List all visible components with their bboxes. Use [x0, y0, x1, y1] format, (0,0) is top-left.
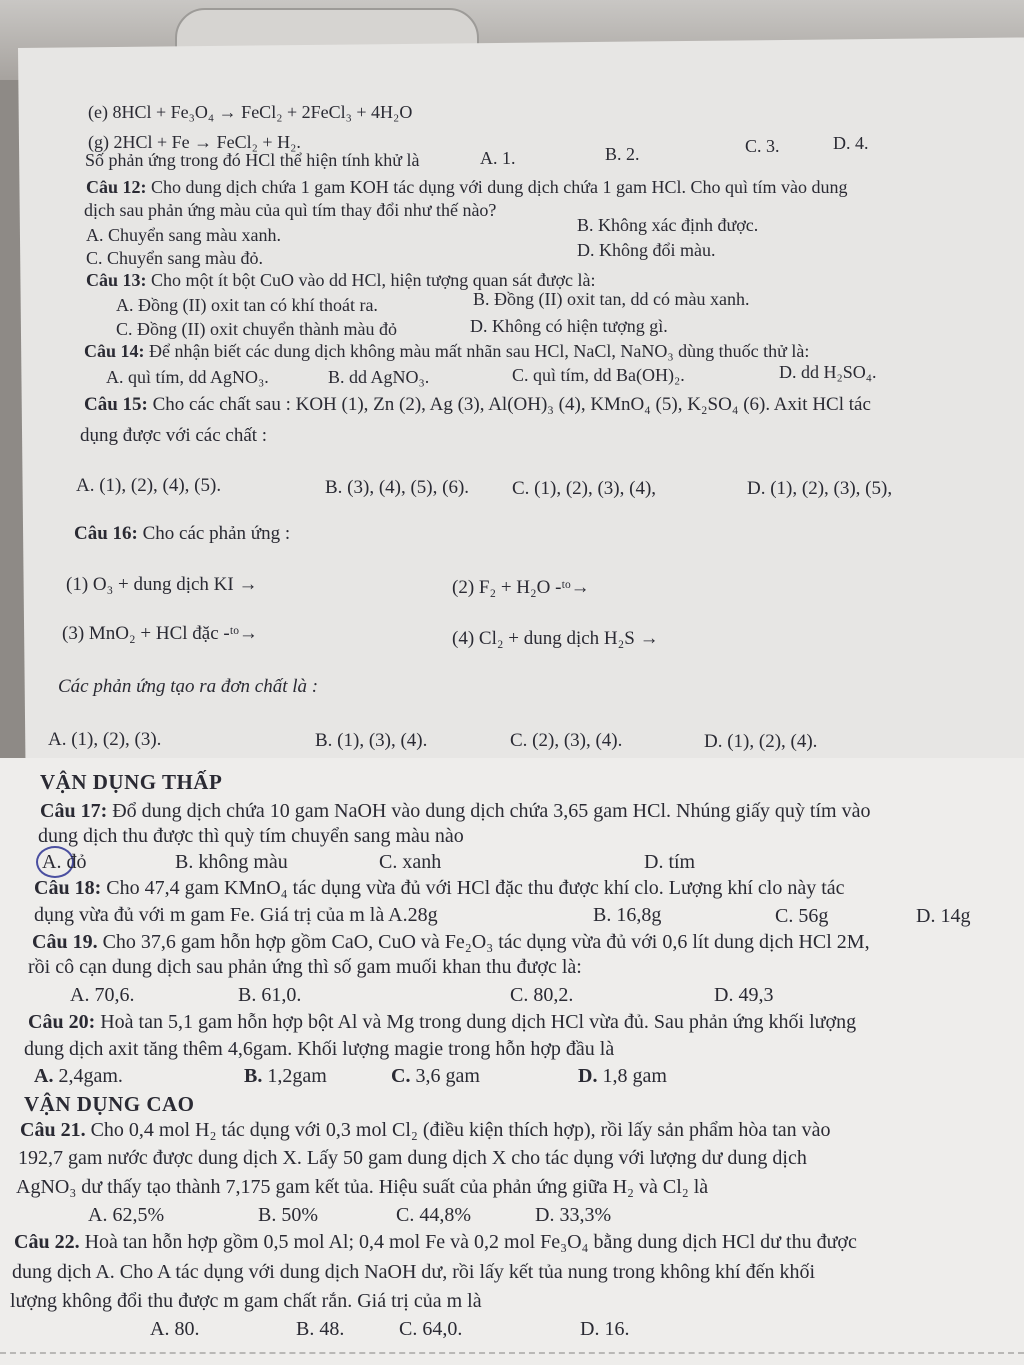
q16-reaction-4: (4) Cl₂ + dung dịch H₂S →	[452, 628, 659, 649]
q12-option-a: A. Chuyển sang màu xanh.	[86, 225, 281, 245]
q15-line2: dụng được với các chất :	[80, 425, 268, 446]
q20-option-a: A. 2,4gam.	[34, 1065, 123, 1087]
q18-option-c: C. 56g	[775, 905, 829, 927]
q17-option-a: A. đỏ	[42, 851, 87, 873]
q12-option-b: B. Không xác định được.	[577, 215, 759, 235]
q20-option-d: D. 1,8 gam	[578, 1065, 667, 1087]
q21-line2: 192,7 gam nước được dung dịch X. Lấy 50 gam dung dịch X cho tác dụng với lượng dư dung dịch	[18, 1147, 807, 1169]
q15-option-b: B. (3), (4), (5), (6).	[325, 477, 470, 498]
prev-option-c: C. 3.	[745, 136, 780, 156]
q21-option-b: B. 50%	[258, 1204, 318, 1226]
prev-question: Số phản ứng trong đó HCl thể hiện tính khử là	[85, 150, 420, 170]
q22-line1: Câu 22. Hoà tan hỗn hợp gồm 0,5 mol Al; 0,4 mol Fe và 0,2 mol Fe₃O₄ bằng dung dịch HCl dư thu được	[14, 1231, 857, 1253]
q13-option-b: B. Đồng (II) oxit tan, dd có màu xanh.	[473, 289, 750, 309]
prev-option-d: D. 4.	[833, 133, 869, 153]
q21-option-d: D. 33,3%	[535, 1204, 612, 1226]
q13-option-c: C. Đồng (II) oxit chuyển thành màu đỏ	[116, 319, 397, 339]
q22-line3: lượng không đổi thu được m gam chất rắn. Giá trị của m là	[10, 1290, 482, 1312]
q14-option-a: A. quì tím, dd AgNO₃.	[106, 367, 269, 387]
q20-option-c: C. 3,6 gam	[391, 1065, 480, 1087]
q22-option-d: D. 16.	[580, 1318, 630, 1340]
q14-option-c: C. quì tím, dd Ba(OH)₂.	[512, 365, 685, 385]
q18-line1: Câu 18: Cho 47,4 gam KMnO₄ tác dụng vừa đủ với HCl đặc thu được khí clo. Lượng khí clo này tác	[34, 877, 845, 899]
q19-line1: Câu 19. Cho 37,6 gam hỗn hợp gồm CaO, CuO và Fe₂O₃ tác dụng vừa đủ với 0,6 lít dung dịch HCl 2M,	[32, 931, 870, 953]
q16-option-a: A. (1), (2), (3).	[48, 729, 162, 750]
q13-line1: Câu 13: Cho một ít bột CuO vào dd HCl, hiện tượng quan sát được là:	[86, 270, 596, 290]
q16-reaction-3: (3) MnO₂ + HCl đặc -ᵗᵒ→	[62, 623, 258, 644]
q14-line1: Câu 14: Để nhận biết các dung dịch không màu mất nhãn sau HCl, NaCl, NaNO₃ dùng thuốc thử là:	[84, 341, 810, 361]
q16-ask: Các phản ứng tạo ra đơn chất là :	[58, 676, 319, 697]
q16-option-d: D. (1), (2), (4).	[704, 731, 818, 752]
q19-line2: rồi cô cạn dung dịch sau phản ứng thì số gam muối khan thu được là:	[28, 956, 582, 978]
q19-option-c: C. 80,2.	[510, 984, 574, 1006]
q15-option-d: D. (1), (2), (3), (5),	[747, 478, 893, 499]
q12-option-c: C. Chuyển sang màu đỏ.	[86, 248, 263, 268]
q18-option-b: B. 16,8g	[593, 904, 662, 926]
q20-line1: Câu 20: Hoà tan 5,1 gam hỗn hợp bột Al và Mg trong dung dịch HCl vừa đủ. Sau phản ứng khối lượng	[28, 1011, 857, 1033]
q13-option-d: D. Không có hiện tượng gì.	[470, 316, 668, 336]
q17-line2: dung dịch thu được thì quỳ tím chuyển sang màu nào	[38, 825, 464, 847]
q20-line2: dung dịch axit tăng thêm 4,6gam. Khối lượng magie trong hỗn hợp đầu là	[24, 1038, 615, 1060]
q21-option-a: A. 62,5%	[88, 1204, 165, 1226]
q18-line2: dụng vừa đủ với m gam Fe. Giá trị của m là A.28g	[34, 904, 438, 926]
q22-option-b: B. 48.	[296, 1318, 345, 1340]
q17-option-c: C. xanh	[379, 851, 442, 873]
q12-line1: Câu 12: Cho dung dịch chứa 1 gam KOH tác dụng với dung dịch chứa 1 gam HCl. Cho quì tím vào dung	[86, 177, 848, 197]
reaction-g: (g) 2HCl + Fe → FeCl₂ + H₂.	[88, 132, 301, 152]
q20-option-b: B. 1,2gam	[244, 1065, 327, 1087]
prev-option-a: A. 1.	[480, 148, 516, 168]
q16-line1: Câu 16: Cho các phản ứng :	[74, 523, 291, 544]
q22-option-a: A. 80.	[150, 1318, 200, 1340]
q17-option-b: B. không màu	[175, 851, 288, 873]
q15-option-a: A. (1), (2), (4), (5).	[76, 475, 222, 496]
section-heading-low: VẬN DỤNG THẤP	[40, 770, 223, 794]
prev-option-b: B. 2.	[605, 144, 640, 164]
q16-reaction-1: (1) O₃ + dung dịch KI →	[66, 574, 258, 595]
reaction-e: (e) 8HCl + Fe₃O₄ → FeCl₂ + 2FeCl₃ + 4H₂O	[88, 102, 413, 122]
q15-option-c: C. (1), (2), (3), (4),	[512, 478, 657, 499]
q22-line2: dung dịch A. Cho A tác dụng với dung dịch NaOH dư, rồi lấy kết tủa nung trong không khí đến khối	[12, 1261, 815, 1283]
q18-option-d: D. 14g	[916, 905, 971, 927]
q16-reaction-2: (2) F₂ + H₂O -ᵗᵒ→	[452, 577, 590, 598]
page-divider	[0, 1352, 1024, 1354]
q19-option-d: D. 49,3	[714, 984, 774, 1006]
q19-option-b: B. 61,0.	[238, 984, 302, 1006]
q15-line1: Câu 15: Cho các chất sau : KOH (1), Zn (2), Ag (3), Al(OH)₃ (4), KMnO₄ (5), K₂SO₄ (6). Axit HCl tác	[84, 394, 871, 415]
q13-option-a: A. Đồng (II) oxit tan có khí thoát ra.	[116, 295, 378, 315]
section-heading-high: VẬN DỤNG CAO	[24, 1092, 195, 1116]
q12-option-d: D. Không đổi màu.	[577, 240, 716, 260]
q22-option-c: C. 64,0.	[399, 1318, 463, 1340]
q14-option-d: D. dd H₂SO₄.	[779, 362, 877, 382]
q14-option-b: B. dd AgNO₃.	[328, 367, 430, 387]
q21-line1: Câu 21. Cho 0,4 mol H₂ tác dụng với 0,3 mol Cl₂ (điều kiện thích hợp), rồi lấy sản phẩm hòa tan vào	[20, 1119, 831, 1141]
q19-option-a: A. 70,6.	[70, 984, 135, 1006]
q12-line2: dịch sau phản ứng màu của quì tím thay đổi như thế nào?	[84, 200, 497, 220]
q21-option-c: C. 44,8%	[396, 1204, 471, 1226]
q17-line1: Câu 17: Đổ dung dịch chứa 10 gam NaOH vào dung dịch chứa 3,65 gam HCl. Nhúng giấy quỳ tím vào	[40, 800, 871, 822]
q17-option-d: D. tím	[644, 851, 696, 873]
q16-option-c: C. (2), (3), (4).	[510, 730, 623, 751]
q21-line3: AgNO₃ dư thấy tạo thành 7,175 gam kết tủa. Hiệu suất của phản ứng giữa H₂ và Cl₂ là	[16, 1176, 709, 1198]
q16-option-b: B. (1), (3), (4).	[315, 730, 428, 751]
